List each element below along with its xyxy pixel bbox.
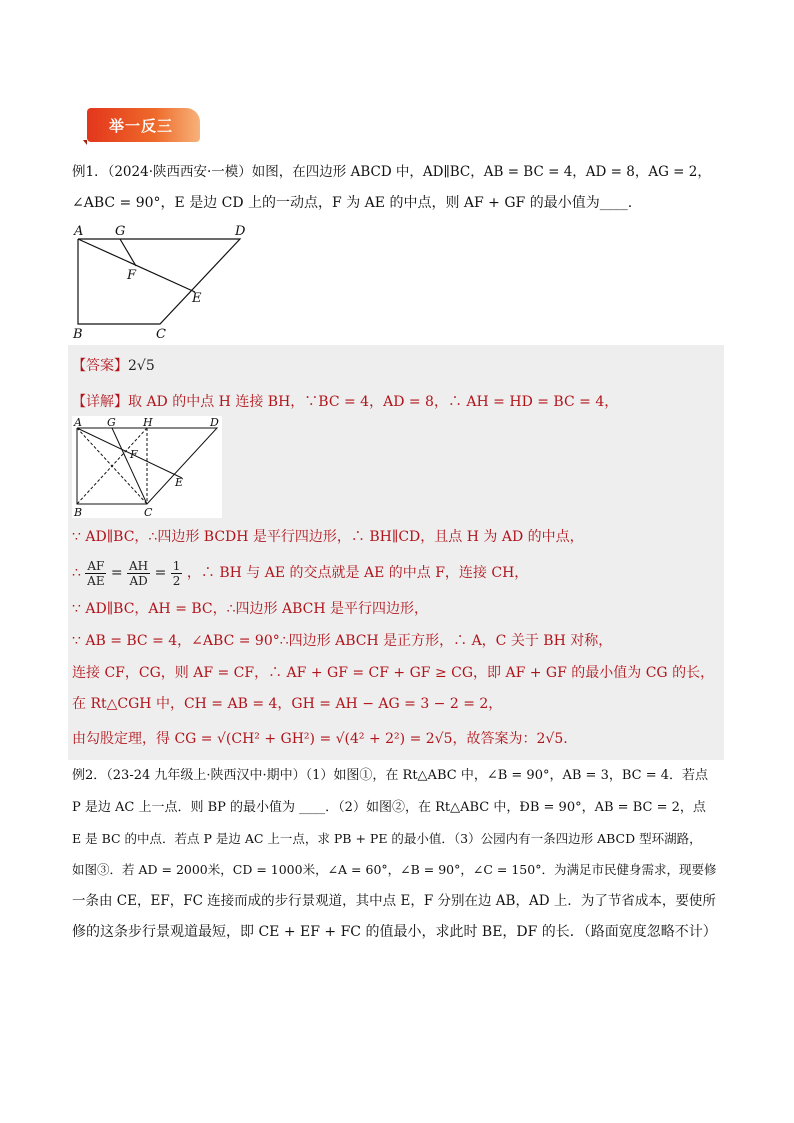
example1-figure — [70, 222, 260, 342]
detail-label-g: G — [107, 416, 116, 429]
detail-line2: ∵ AD∥BC，∴四边形 BCDH 是平行四边形，∴ BH∥CD，且点 H 为 AD 的中点， — [72, 529, 584, 545]
fraction-ah-ad: $\frac{AH}{AD}$ — [129, 558, 149, 588]
detail-line1 — [72, 392, 618, 412]
detail-line6: 连接 CF，CG，则 AF = CF，∴ AF + GF = CF + GF ≥ CG，即 AF + GF 的最小值为 CG 的长， — [72, 665, 715, 681]
detail-line5: ∵ AB = BC = 4，∠ABC = 90°∴四边形 ABCH 是正方形，∴ A，C 关于 BH 对称， — [72, 633, 613, 649]
detail-tag: 【详解】 — [72, 394, 128, 410]
fraction-af-ae: $\frac{AF}{AE}$ — [87, 558, 105, 588]
fraction-one-half: $\frac{1}{2}$ — [172, 558, 181, 588]
detail-l3-rest: ，∴ BH 与 AE 的交点就是 AE 的中点 F，连接 CH， — [186, 565, 529, 581]
label-b: B — [73, 327, 83, 342]
label-c: C — [156, 327, 166, 342]
example2-line5: 一条由 CE，EF，FC 连接而成的步行景观道，其中点 E，F 分别在边 AB，AD 上．为了节省成本，要使所 — [72, 893, 716, 909]
label-d: D — [235, 224, 246, 239]
detail-line8: 由勾股定理，得 CG = √(CH² + GH²) = √(4² + 2²) = 2√5，故答案为：2√5. — [72, 731, 568, 747]
detail-label-d: D — [210, 416, 219, 429]
example2-line3: E 是 BC 的中点．若点 P 是边 AC 上一点，求 PB + PE 的最小值．（3）公园内有一条四边形 ABCD 型环湖路， — [72, 831, 702, 846]
detail-label-f: F — [130, 448, 138, 461]
example2-line4: 如图③．若 AD = 2000米，CD = 1000米，∠A = 60°，∠B = 90°，∠C = 150°．为满足市民健身需求，现要修 — [72, 862, 717, 877]
section-badge-label: 举一反三 — [109, 116, 174, 135]
answer-line — [72, 356, 155, 376]
detail-label-a: A — [74, 416, 82, 429]
detail-label-c: C — [144, 506, 153, 518]
answer-value: 2√5 — [128, 358, 155, 374]
label-a: A — [74, 224, 84, 239]
detail-line7: 在 Rt△CGH 中，CH = AB = 4，GH = AH − AG = 3 − 2 = 2， — [72, 696, 503, 712]
quadrilateral-abcd — [78, 239, 240, 324]
badge-tail — [83, 140, 87, 145]
detail-l3-prefix: ∴ — [72, 565, 81, 581]
answer-tag: 【答案】 — [72, 358, 128, 374]
detail-figure — [72, 416, 222, 518]
label-f: F — [127, 268, 137, 283]
example1-line1: 例1．（2024·陕西西安·一模）如图，在四边形 ABCD 中，AD∥BC，AB = BC = 4，AD = 8，AG = 2， — [72, 164, 711, 180]
label-e: E — [192, 291, 202, 306]
section-badge — [87, 108, 200, 142]
example2-line2: P 是边 AC 上一点．则 BP 的最小值为 ____．（2）如图②，在 Rt△ABC 中，ÐB = 90°，AB = BC = 2，点 — [72, 800, 706, 815]
segment-ae — [78, 239, 195, 292]
detail-line3: ∴ $\frac{AF}{AE}$ = $\frac{AH}{AD}$ = $\frac{1}{2}$ ，∴ BH 与 AE 的交点就是 AE 的中点 F，连接 CH， — [72, 558, 529, 588]
detail-label-b: B — [74, 506, 83, 518]
detail-label-e: E — [175, 476, 184, 489]
label-g: G — [115, 224, 126, 239]
detail-label-h: H — [143, 416, 153, 429]
detail-line4: ∵ AD∥BC，AH = BC，∴四边形 ABCH 是平行四边形， — [72, 601, 429, 617]
example1-line2: ∠ABC = 90°，E 是边 CD 上的一动点，F 为 AE 的中点，则 AF + GF 的最小值为____. — [72, 195, 633, 211]
example2-line6: 修的这条步行景观道最短，即 CE + EF + FC 的值最小，求此时 BE，DF 的长．（路面宽度忽略不计） — [72, 924, 717, 940]
detail-text1: 取 AD 的中点 H 连接 BH，∵BC = 4，AD = 8，∴ AH = HD = BC = 4， — [128, 394, 619, 410]
example2-line1: 例2．（23-24 九年级上·陕西汉中·期中）（1）如图①，在 Rt△ABC 中，∠B = 90°，AB = 3，BC = 4．若点 — [72, 768, 709, 783]
